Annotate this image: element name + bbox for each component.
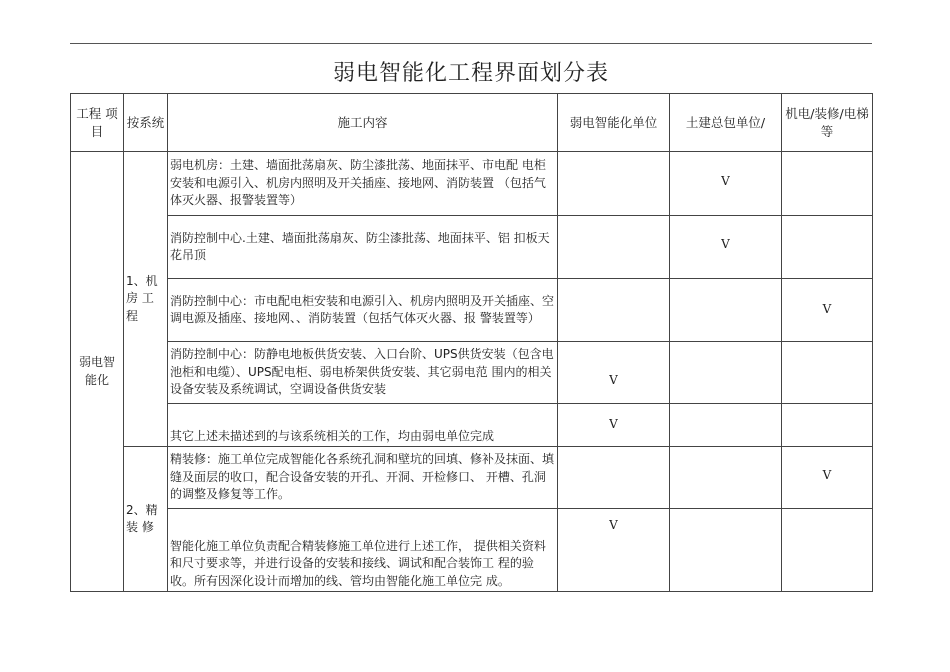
table-row — [71, 152, 873, 216]
row-content: 其它上述未描述到的与该系统相关的工作，均由弱电单位完成 — [168, 404, 558, 447]
interface-division-table — [70, 93, 873, 592]
header-system: 按系统 — [124, 94, 168, 152]
row-content: 消防控制中心：市电配电柜安装和电源引入、机房内照明及开关插座、空调电源及插座、接地网、、消防装置（包括气体灭火器、报 警装置等） — [168, 279, 558, 342]
civil-unit-mark: V — [670, 152, 782, 216]
civil-unit-mark — [670, 279, 782, 342]
weak-unit-mark: V — [558, 404, 670, 447]
civil-unit-mark — [670, 404, 782, 447]
row-content: 智能化施工单位负责配合精装修施工单位进行上述工作， 提供相关资料和尺寸要求等，并进行设备的安装和接线、调试和配合装饰工 程的验收。所有因深化设计而增加的线、管均由智能化施工单位完 成。 — [168, 509, 558, 592]
table-row — [71, 404, 873, 447]
document-title: 弱电智能化工程界面划分表 — [332, 61, 609, 86]
row-content: 弱电机房：土建、墙面批荡扇灰、防尘漆批荡、地面抹平、市电配 电柜安装和电源引入、机房内照明及开关插座、接地网、消防装置 （包括气体灭火器、报警装置等） — [168, 152, 558, 216]
table-row — [71, 447, 873, 509]
weak-unit-mark — [558, 152, 670, 216]
civil-unit-mark — [670, 447, 782, 509]
row-content: 精装修：施工单位完成智能化各系统孔洞和壁坑的回填、修补及抹面、填缝及面层的收口，配合设备安装的开孔、开洞、开检修口、 开槽、孔洞的调整及修复等工作。 — [168, 447, 558, 509]
civil-unit-mark — [670, 342, 782, 404]
table-row — [71, 279, 873, 342]
mep-unit-mark — [782, 342, 873, 404]
mep-unit-mark — [782, 404, 873, 447]
row-content: 消防控制中心：防静电地板供货安装、入口台阶、UPS供货安装（包含电池柜和电缆）、UPS配电柜、弱电桥架供货安装、其它弱电范 围内的相关设备安装及系统调试，空调设备供货安装 — [168, 342, 558, 404]
header-row — [71, 94, 873, 152]
table-row — [71, 509, 873, 592]
header-project: 工程 项目 — [71, 94, 124, 152]
mep-unit-mark — [782, 509, 873, 592]
mep-unit-mark: V — [782, 279, 873, 342]
header-mep-unit: 机电/装修/电梯等 — [782, 94, 873, 152]
system-group-decoration: 2、精 装 修 — [124, 447, 168, 592]
header-weak-unit: 弱电智能化单位 — [558, 94, 670, 152]
table-row — [71, 216, 873, 279]
weak-unit-mark — [558, 279, 670, 342]
mep-unit-mark: V — [782, 447, 873, 509]
system-group-machine-room: 1、机房 工程 — [124, 152, 168, 447]
weak-unit-mark: V — [558, 509, 670, 592]
weak-unit-mark: V — [558, 342, 670, 404]
weak-unit-mark — [558, 447, 670, 509]
civil-unit-mark: V — [670, 216, 782, 279]
header-content: 施工内容 — [168, 94, 558, 152]
project-cell: 弱电智 能化 — [71, 152, 124, 592]
row-content: 消防控制中心.土建、墙面批荡扇灰、防尘漆批荡、地面抹平、铝 扣板天花吊顶 — [168, 216, 558, 279]
header-civil-unit: 土建总包单位/ — [670, 94, 782, 152]
table-row — [71, 342, 873, 404]
mep-unit-mark — [782, 152, 873, 216]
weak-unit-mark — [558, 216, 670, 279]
civil-unit-mark — [670, 509, 782, 592]
mep-unit-mark — [782, 216, 873, 279]
top-rule — [70, 43, 872, 44]
